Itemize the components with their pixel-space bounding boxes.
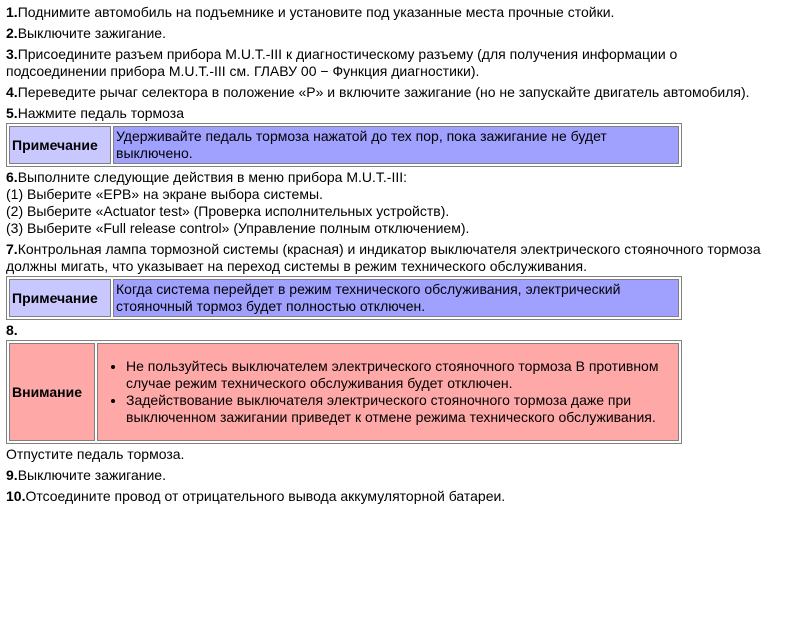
substep-3: (3) Выберите «Full release control» (Управление полным отключением).: [6, 220, 470, 236]
step-8-text: Отпустите педаль тормоза.: [6, 446, 185, 462]
step-number: 1.: [6, 4, 18, 20]
step-number: 5.: [6, 105, 18, 121]
warning-item-2: • Задействование выключателя электрического стояночного тормоза даже при выключенном зажигании приведет к отмене режима технического обслуживания.: [126, 392, 676, 426]
step-10: [6, 488, 780, 505]
step-text: Выключите зажигание.: [17, 467, 166, 483]
warning-box: [6, 340, 682, 444]
step-6: [6, 169, 780, 237]
note-text: Когда система перейдет в режим технического обслуживания, электрический стояночный тормоз будет полностью отключен.: [113, 279, 679, 317]
step-number: 6.: [6, 169, 18, 185]
note-text: Удерживайте педаль тормоза нажатой до тех пор, пока зажигание не будет выключено.: [113, 126, 679, 164]
step-9: [6, 467, 780, 484]
step-text: Нажмите педаль тормоза: [17, 105, 184, 121]
warning-body: [97, 343, 679, 441]
step-text: Контрольная лампа тормозной системы (красная) и индикатор выключателя электрического стояночного тормоза должны мигать, что указывает на переход системы в режим технического обслуживания.: [6, 241, 761, 274]
step-5: [6, 105, 780, 122]
note-box-1: [6, 123, 682, 167]
warning-item-1: • Не пользуйтесь выключателем электрического стояночного тормоза В противном случае режим технического обслуживания будет отключен.: [126, 358, 676, 392]
step-number: 4.: [6, 84, 18, 100]
step-7: [6, 241, 780, 275]
note-label: Примечание: [9, 279, 111, 317]
step-text: Поднимите автомобиль на подъемнике и установите под указанные места прочные стойки.: [17, 4, 615, 20]
substep-list: [6, 186, 780, 237]
step-number: 9.: [6, 467, 18, 483]
substep-2: (2) Выберите «Actuator test» (Проверка исполнительных устройств).: [6, 203, 450, 219]
note-label: Примечание: [9, 126, 111, 164]
substep-1: (1) Выберите «EPB» на экране выбора системы.: [6, 186, 323, 202]
step-4: [6, 84, 780, 101]
step-1: [6, 4, 780, 21]
warning-list: [100, 358, 676, 426]
step-8: [6, 322, 780, 339]
step-3: [6, 46, 780, 80]
warning-label: Внимание: [9, 343, 95, 441]
step-number: 10.: [6, 488, 26, 504]
procedure-document: [6, 4, 780, 505]
step-number: 8.: [6, 322, 18, 338]
step-2: [6, 25, 780, 42]
step-number: 2.: [6, 25, 18, 41]
step-text: Присоедините разъем прибора M.U.T.-III к диагностическому разъему (для получения информации о подсоединении прибора M.U.T.-III см. ГЛАВУ 00 − Функция диагностики).: [6, 46, 678, 79]
step-text: Переведите рычаг селектора в положение «P» и включите зажигание (но не запускайте двигатель автомобиля).: [17, 84, 750, 100]
step-number: 3.: [6, 46, 18, 62]
step-text: Выполните следующие действия в меню прибора M.U.T.-III:: [17, 169, 408, 185]
step-number: 7.: [6, 241, 18, 257]
note-box-2: [6, 276, 682, 320]
step-text: Отсоедините провод от отрицательного вывода аккумуляторной батареи.: [25, 488, 506, 504]
step-text: Выключите зажигание.: [17, 25, 166, 41]
